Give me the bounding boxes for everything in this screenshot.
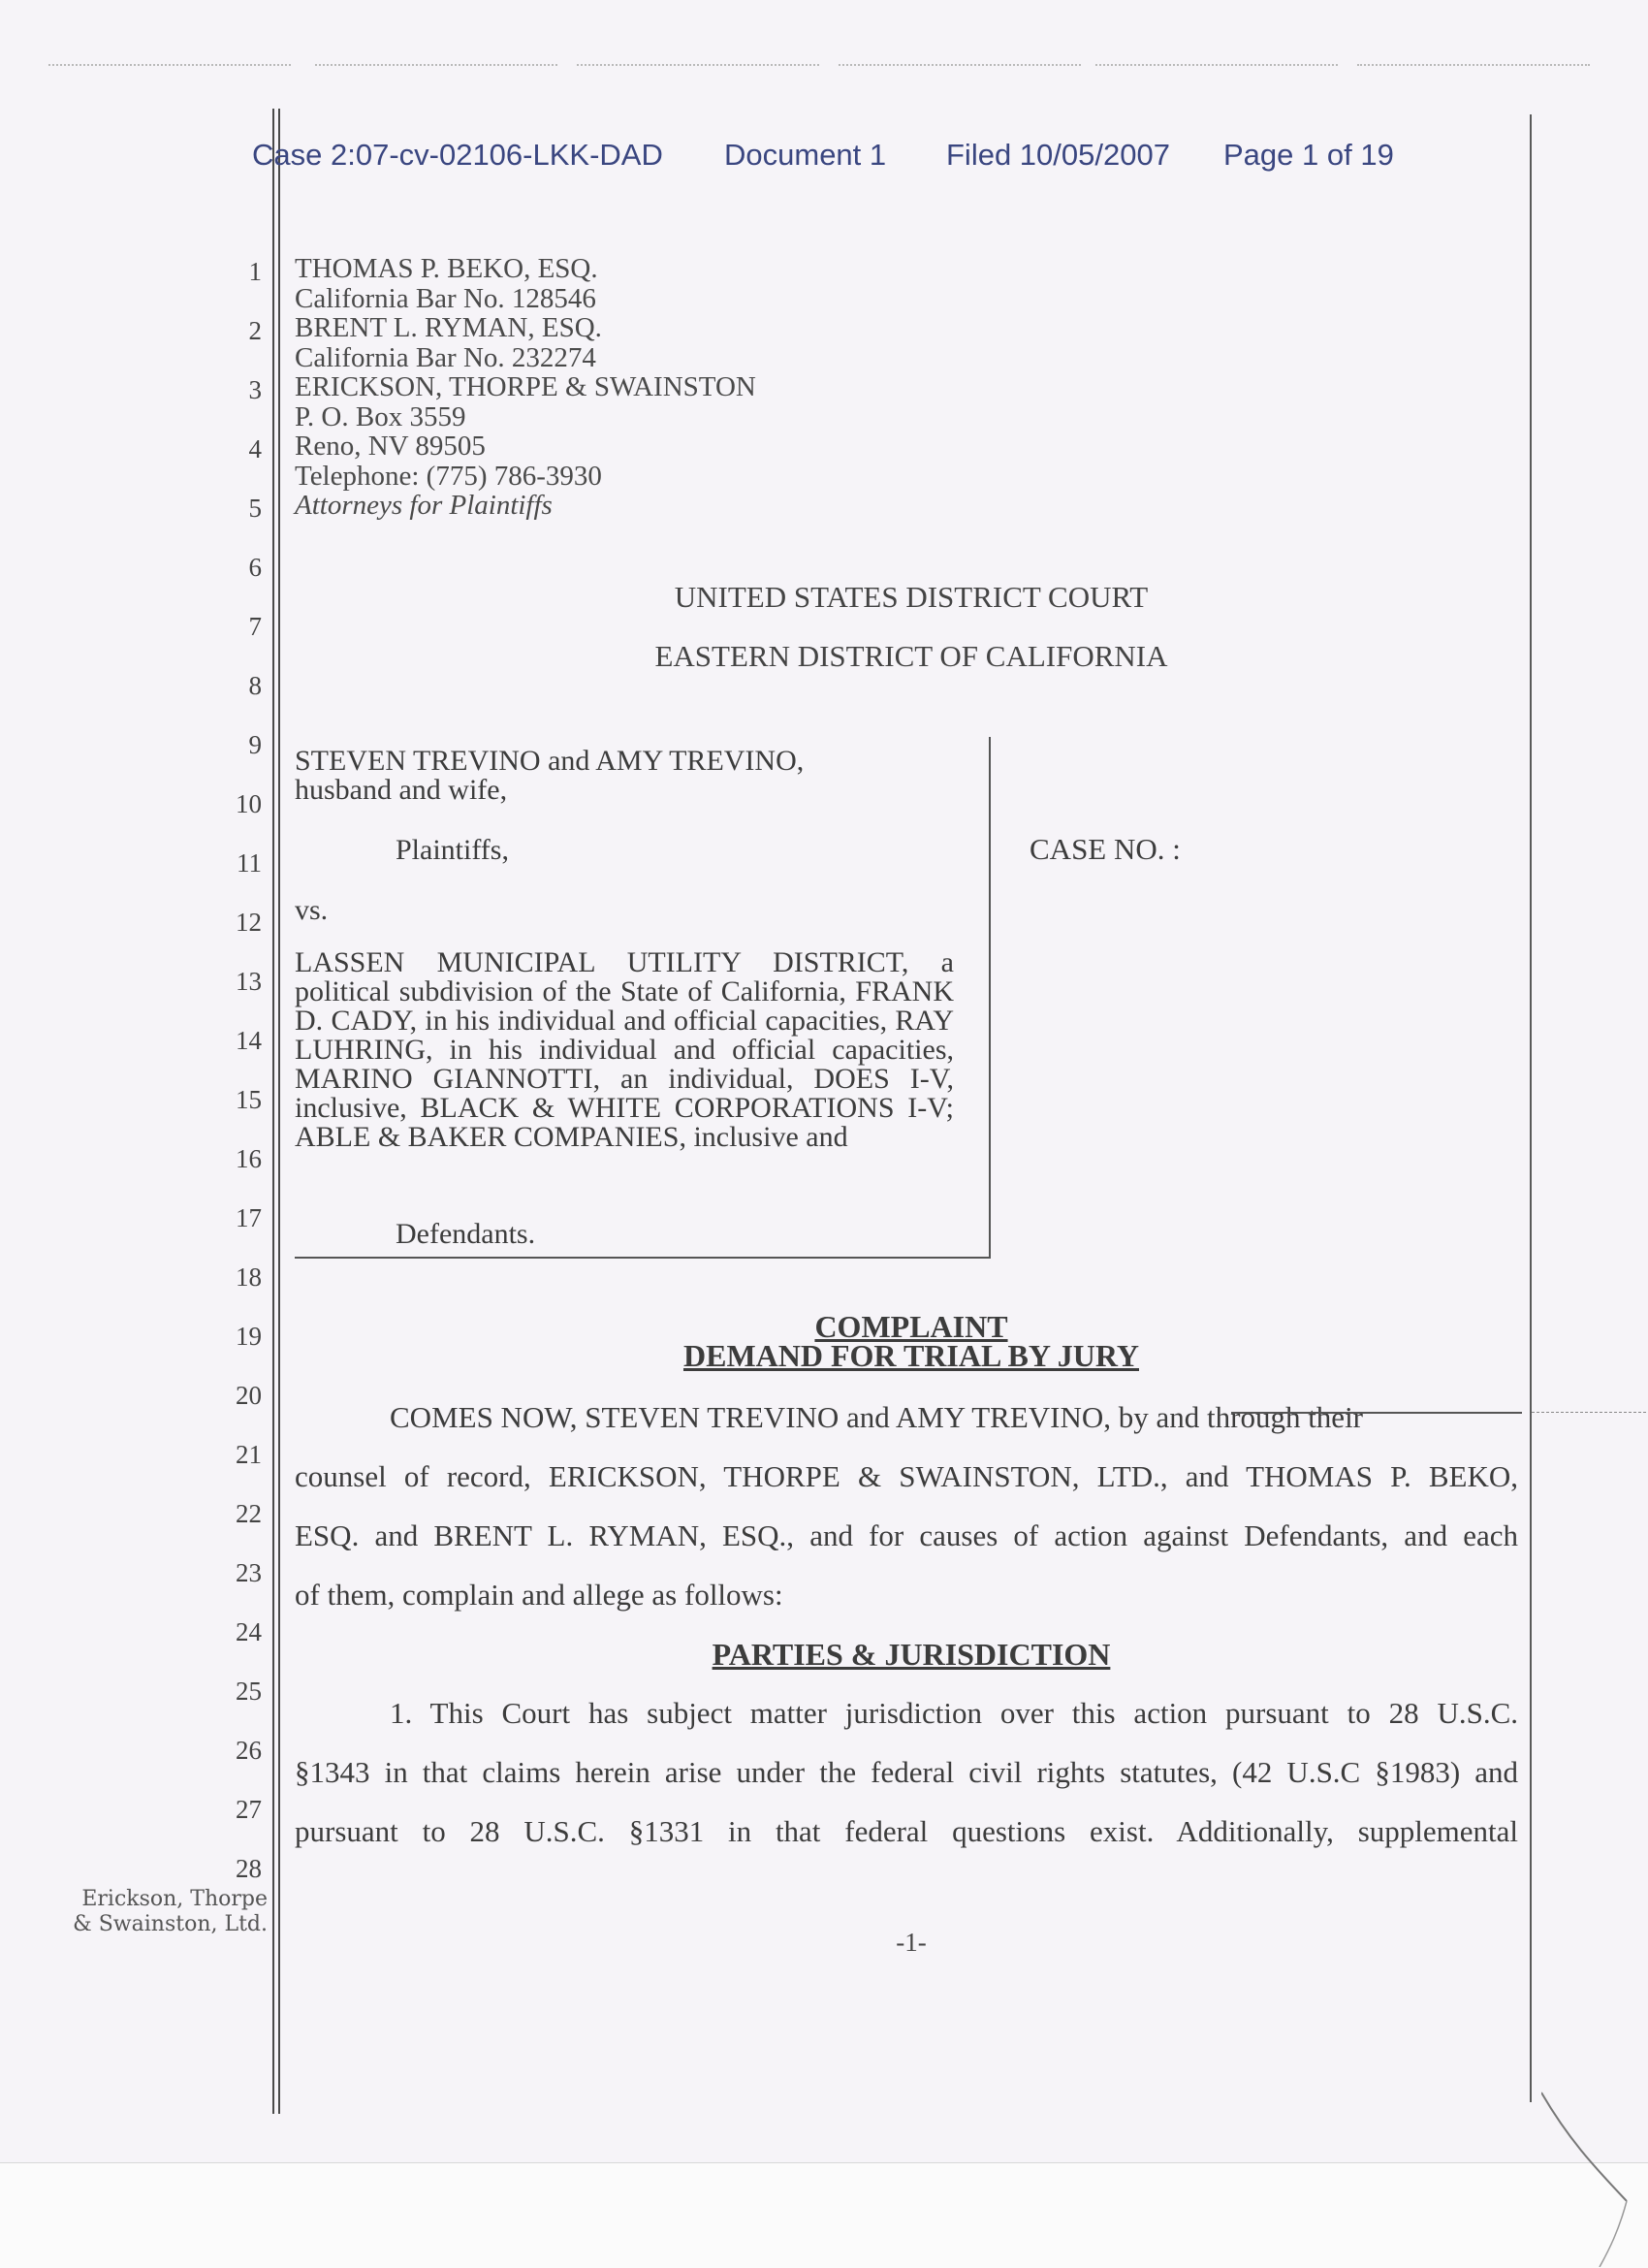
ecf-header [252, 138, 1415, 176]
section-heading: PARTIES & JURISDICTION [712, 1637, 1111, 1672]
line-number: 13 [236, 967, 262, 996]
jury-demand-title: DEMAND FOR TRIAL BY JURY [682, 1338, 1139, 1373]
line-number: 22 [236, 1499, 262, 1528]
court-name: UNITED STATES DISTRICT COURT [674, 580, 1149, 614]
counsel-role: Attorneys for Plaintiffs [295, 490, 553, 521]
right-margin-rule [1530, 114, 1532, 2102]
header-document: Document 1 [724, 138, 887, 172]
body-line: of them, complain and allege as follows: [295, 1578, 783, 1612]
counsel-line: THOMAS P. BEKO, ESQ. [295, 253, 598, 284]
line-number: 1 [248, 257, 262, 286]
line-number: 26 [236, 1736, 262, 1765]
complaint-title: COMPLAINT [814, 1309, 1008, 1344]
case-number-field: CASE NO. : [1030, 832, 1181, 866]
body-line: §1343 in that claims herein arise under the federal civil rights statutes, (42 U.S.C §1983) and [295, 1755, 1518, 1789]
header-page: Page 1 of 19 [1223, 138, 1394, 172]
line-number: 17 [236, 1203, 262, 1232]
versus: vs. [295, 894, 329, 926]
line-number: 24 [236, 1617, 262, 1646]
body-line: ESQ. and BRENT L. RYMAN, ESQ., and for causes of action against Defendants, and each [295, 1518, 1518, 1552]
scan-noise [839, 64, 1081, 66]
line-number: 14 [236, 1026, 262, 1055]
line-number: 28 [236, 1854, 262, 1883]
counsel-line: ERICKSON, THORPE & SWAINSTON [295, 371, 756, 402]
scan-noise [48, 64, 291, 66]
line-number: 5 [248, 494, 262, 523]
counsel-line: California Bar No. 128546 [295, 282, 596, 314]
line-number: 16 [236, 1144, 262, 1173]
scan-noise [315, 64, 557, 66]
plaintiffs-label: Plaintiffs, [396, 834, 509, 866]
line-number: 15 [236, 1085, 262, 1114]
page-curl-mark [1541, 2085, 1629, 2267]
body-line: pursuant to 28 U.S.C. §1331 in that federal questions exist. Additionally, supplemental [295, 1814, 1518, 1848]
plaintiffs-description: husband and wife, [295, 774, 508, 806]
counsel-line: California Bar No. 232274 [295, 341, 596, 373]
counsel-line: Telephone: (775) 786-3930 [295, 460, 602, 492]
body-line: COMES NOW, STEVEN TREVINO and AMY TREVINO, by and through their [390, 1400, 1364, 1434]
court-district: EASTERN DISTRICT OF CALIFORNIA [654, 639, 1168, 673]
firm-footer-stamp [54, 1887, 268, 1937]
counsel-line: Reno, NV 89505 [295, 431, 486, 462]
line-number: 8 [248, 671, 262, 700]
header-filed-date: Filed 10/05/2007 [946, 138, 1170, 172]
header-case-number: Case 2:07-cv-02106-LKK-DAD [252, 138, 663, 172]
firm-footer-line: Erickson, Thorpe [81, 1887, 268, 1911]
line-number: 23 [236, 1558, 262, 1587]
line-number: 27 [236, 1795, 262, 1824]
scan-noise [1095, 64, 1338, 66]
line-number: 4 [248, 434, 262, 463]
page-number: -1- [896, 1928, 927, 1957]
counsel-line: P. O. Box 3559 [295, 400, 466, 432]
line-number: 3 [248, 375, 262, 404]
line-number: 10 [236, 789, 262, 818]
scan-border [0, 2162, 1648, 2268]
line-number: 21 [236, 1440, 262, 1469]
line-number: 25 [236, 1677, 262, 1706]
line-number: 7 [248, 612, 262, 641]
defendants-list: LASSEN MUNICIPAL UTILITY DISTRICT, a political subdivision of the State of California, FRANK D. CADY, in his individual and official capacities, RAY LUHRING, in his individual and official capacities, MARINO GIANNOTTI, an individual, DOES I-V, inclusive, BLACK & WHITE CORPORATIONS I-V; ABLE & BAKER COMPANIES, inclusive and [295, 946, 954, 1153]
scan-mark [1532, 1412, 1646, 1413]
line-number: 9 [248, 730, 262, 759]
firm-footer-line: & Swainston, Ltd. [73, 1912, 268, 1936]
line-number: 11 [237, 848, 262, 878]
plaintiffs-names: STEVEN TREVINO and AMY TREVINO, [295, 745, 805, 777]
line-number: 12 [236, 908, 262, 937]
line-number: 19 [236, 1322, 262, 1351]
line-number: 6 [248, 553, 262, 582]
line-number: 2 [248, 316, 262, 345]
scan-noise [577, 64, 819, 66]
line-number: 18 [236, 1262, 262, 1292]
body-line: counsel of record, ERICKSON, THORPE & SWAINSTON, LTD., and THOMAS P. BEKO, [295, 1459, 1518, 1493]
counsel-block [295, 254, 973, 521]
left-margin-rule [272, 109, 280, 2114]
defendants-label: Defendants. [396, 1218, 536, 1250]
strikethrough-mark [1231, 1412, 1522, 1414]
counsel-line: BRENT L. RYMAN, ESQ. [295, 312, 602, 343]
scan-noise [1357, 64, 1590, 66]
line-number: 20 [236, 1381, 262, 1410]
body-line: 1. This Court has subject matter jurisdiction over this action pursuant to 28 U.S.C. [390, 1696, 1518, 1730]
